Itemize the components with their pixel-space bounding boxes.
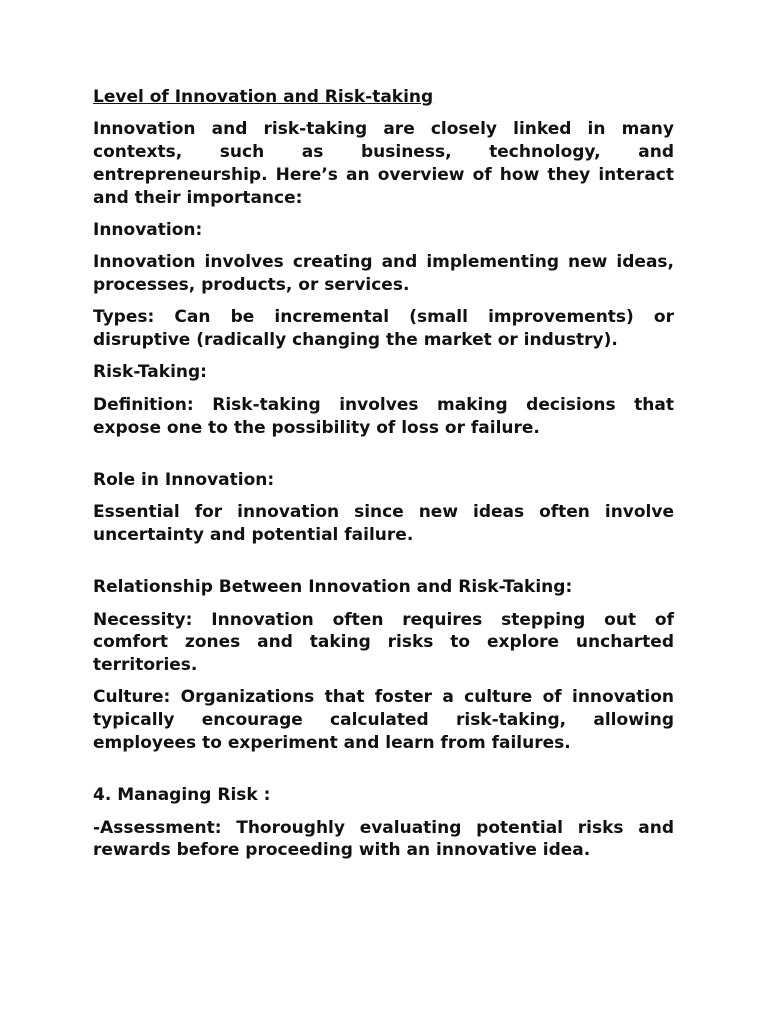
innovation-types-paragraph: Types: Can be incremental (small improvements) or disruptive (radically changing the market or industry).: [93, 307, 674, 351]
blank-line: [93, 449, 674, 469]
necessity-paragraph: Necessity: Innovation often requires stepping out of comfort zones and taking risks to explore uncharted territories.: [93, 609, 674, 676]
managing-risk-heading: 4. Managing Risk :: [93, 785, 271, 806]
risk-taking-heading: Risk-Taking:: [93, 362, 207, 383]
document-title: Level of Innovation and Risk-taking: [93, 87, 434, 107]
innovation-paragraph: Innovation involves creating and implementing new ideas, processes, products, or services.: [93, 252, 674, 296]
document-page: [93, 86, 674, 872]
role-heading: Role in Innovation:: [93, 469, 275, 490]
blank-line: [93, 556, 674, 576]
blank-line: [93, 764, 674, 784]
assessment-paragraph: -Assessment: Thoroughly evaluating potential risks and rewards before proceeding with an innovative idea.: [93, 817, 674, 861]
innovation-heading: Innovation:: [93, 219, 203, 240]
relationship-heading: Relationship Between Innovation and Risk-Taking:: [93, 577, 573, 598]
culture-paragraph: Culture: Organizations that foster a culture of innovation typically encourage calculated risk-taking, allowing employees to experiment and learn from failures.: [93, 687, 674, 754]
risk-definition-paragraph: Definition: Risk-taking involves making decisions that expose one to the possibility of loss or failure.: [93, 394, 674, 438]
intro-paragraph: Innovation and risk-taking are closely linked in many contexts, such as business, technology, and entrepreneurship. Here’s an overview of how they interact and their importance:: [93, 119, 674, 208]
role-paragraph: Essential for innovation since new ideas often involve uncertainty and potential failure.: [93, 502, 674, 545]
